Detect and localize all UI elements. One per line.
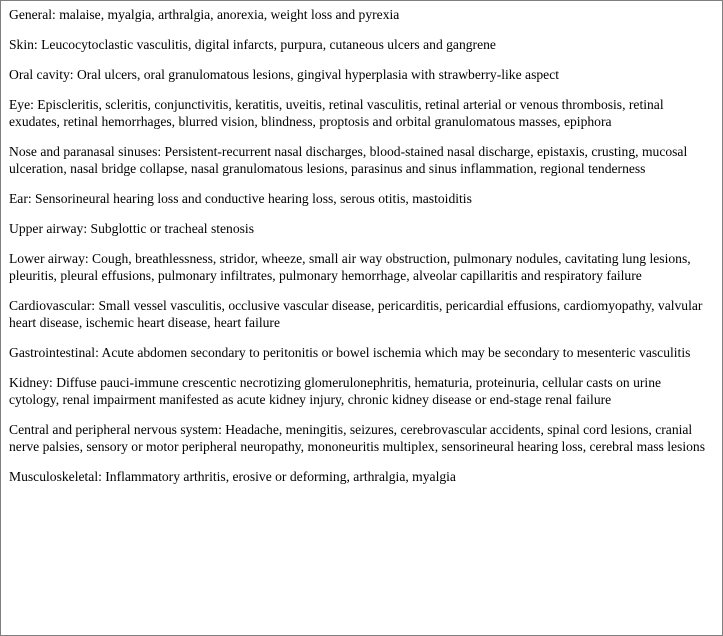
entry-gastrointestinal: Gastrointestinal: Acute abdomen secondary to peritonitis or bowel ischemia which may be secondary to mesenteric vasculitis [9, 345, 691, 360]
entry-upper-airway: Upper airway: Subglottic or tracheal stenosis [9, 221, 254, 236]
entry-nervous-system: Central and peripheral nervous system: Headache, meningitis, seizures, cerebrovascular accidents, spinal cord lesions, cranial nerve palsies, sensory or motor peripheral neuropathy, mononeuritis multiplex, sensorineural hearing loss, cerebral mass lesions [9, 422, 705, 454]
entry-eye: Eye: Episcleritis, scleritis, conjunctivitis, keratitis, uveitis, retinal vasculitis, retinal arterial or venous thrombosis, retinal exudates, retinal hemorrhages, blurred vision, blindness, proptosis and orbital granulomatous masses, epiphora [9, 97, 664, 129]
entry-general: General: malaise, myalgia, arthralgia, anorexia, weight loss and pyrexia [9, 7, 400, 22]
entry-skin: Skin: Leucocytoclastic vasculitis, digital infarcts, purpura, cutaneous ulcers and gangrene [9, 37, 496, 52]
entry-lower-airway: Lower airway: Cough, breathlessness, stridor, wheeze, small air way obstruction, pulmonary nodules, cavitating lung lesions, pleuritis, pleural effusions, pulmonary infiltrates, pulmonary hemorrhage, alveolar capillaritis and respiratory failure [9, 251, 691, 283]
entry-cardiovascular: Cardiovascular: Small vessel vasculitis, occlusive vascular disease, pericarditis, pericardial effusions, cardiomyopathy, valvular heart disease, ischemic heart disease, heart failure [9, 298, 703, 330]
entry-ear: Ear: Sensorineural hearing loss and conductive hearing loss, serous otitis, mastoiditis [9, 191, 472, 206]
entry-oral-cavity: Oral cavity: Oral ulcers, oral granulomatous lesions, gingival hyperplasia with strawberry-like aspect [9, 67, 560, 82]
entry-musculoskeletal: Musculoskeletal: Inflammatory arthritis, erosive or deforming, arthralgia, myalgia [9, 469, 456, 484]
entry-nose-paranasal-sinuses: Nose and paranasal sinuses: Persistent-recurrent nasal discharges, blood-stained nasal discharge, epistaxis, crusting, mucosal ulceration, nasal bridge collapse, nasal granulomatous lesions, parasinus and sinus inflammation, regional tenderness [9, 144, 688, 176]
entry-kidney: Kidney: Diffuse pauci-immune crescentic necrotizing glomerulonephritis, hematuria, proteinuria, cellular casts on urine cytology, renal impairment manifested as acute kidney injury, chronic kidney disease or end-stage renal failure [9, 375, 662, 407]
